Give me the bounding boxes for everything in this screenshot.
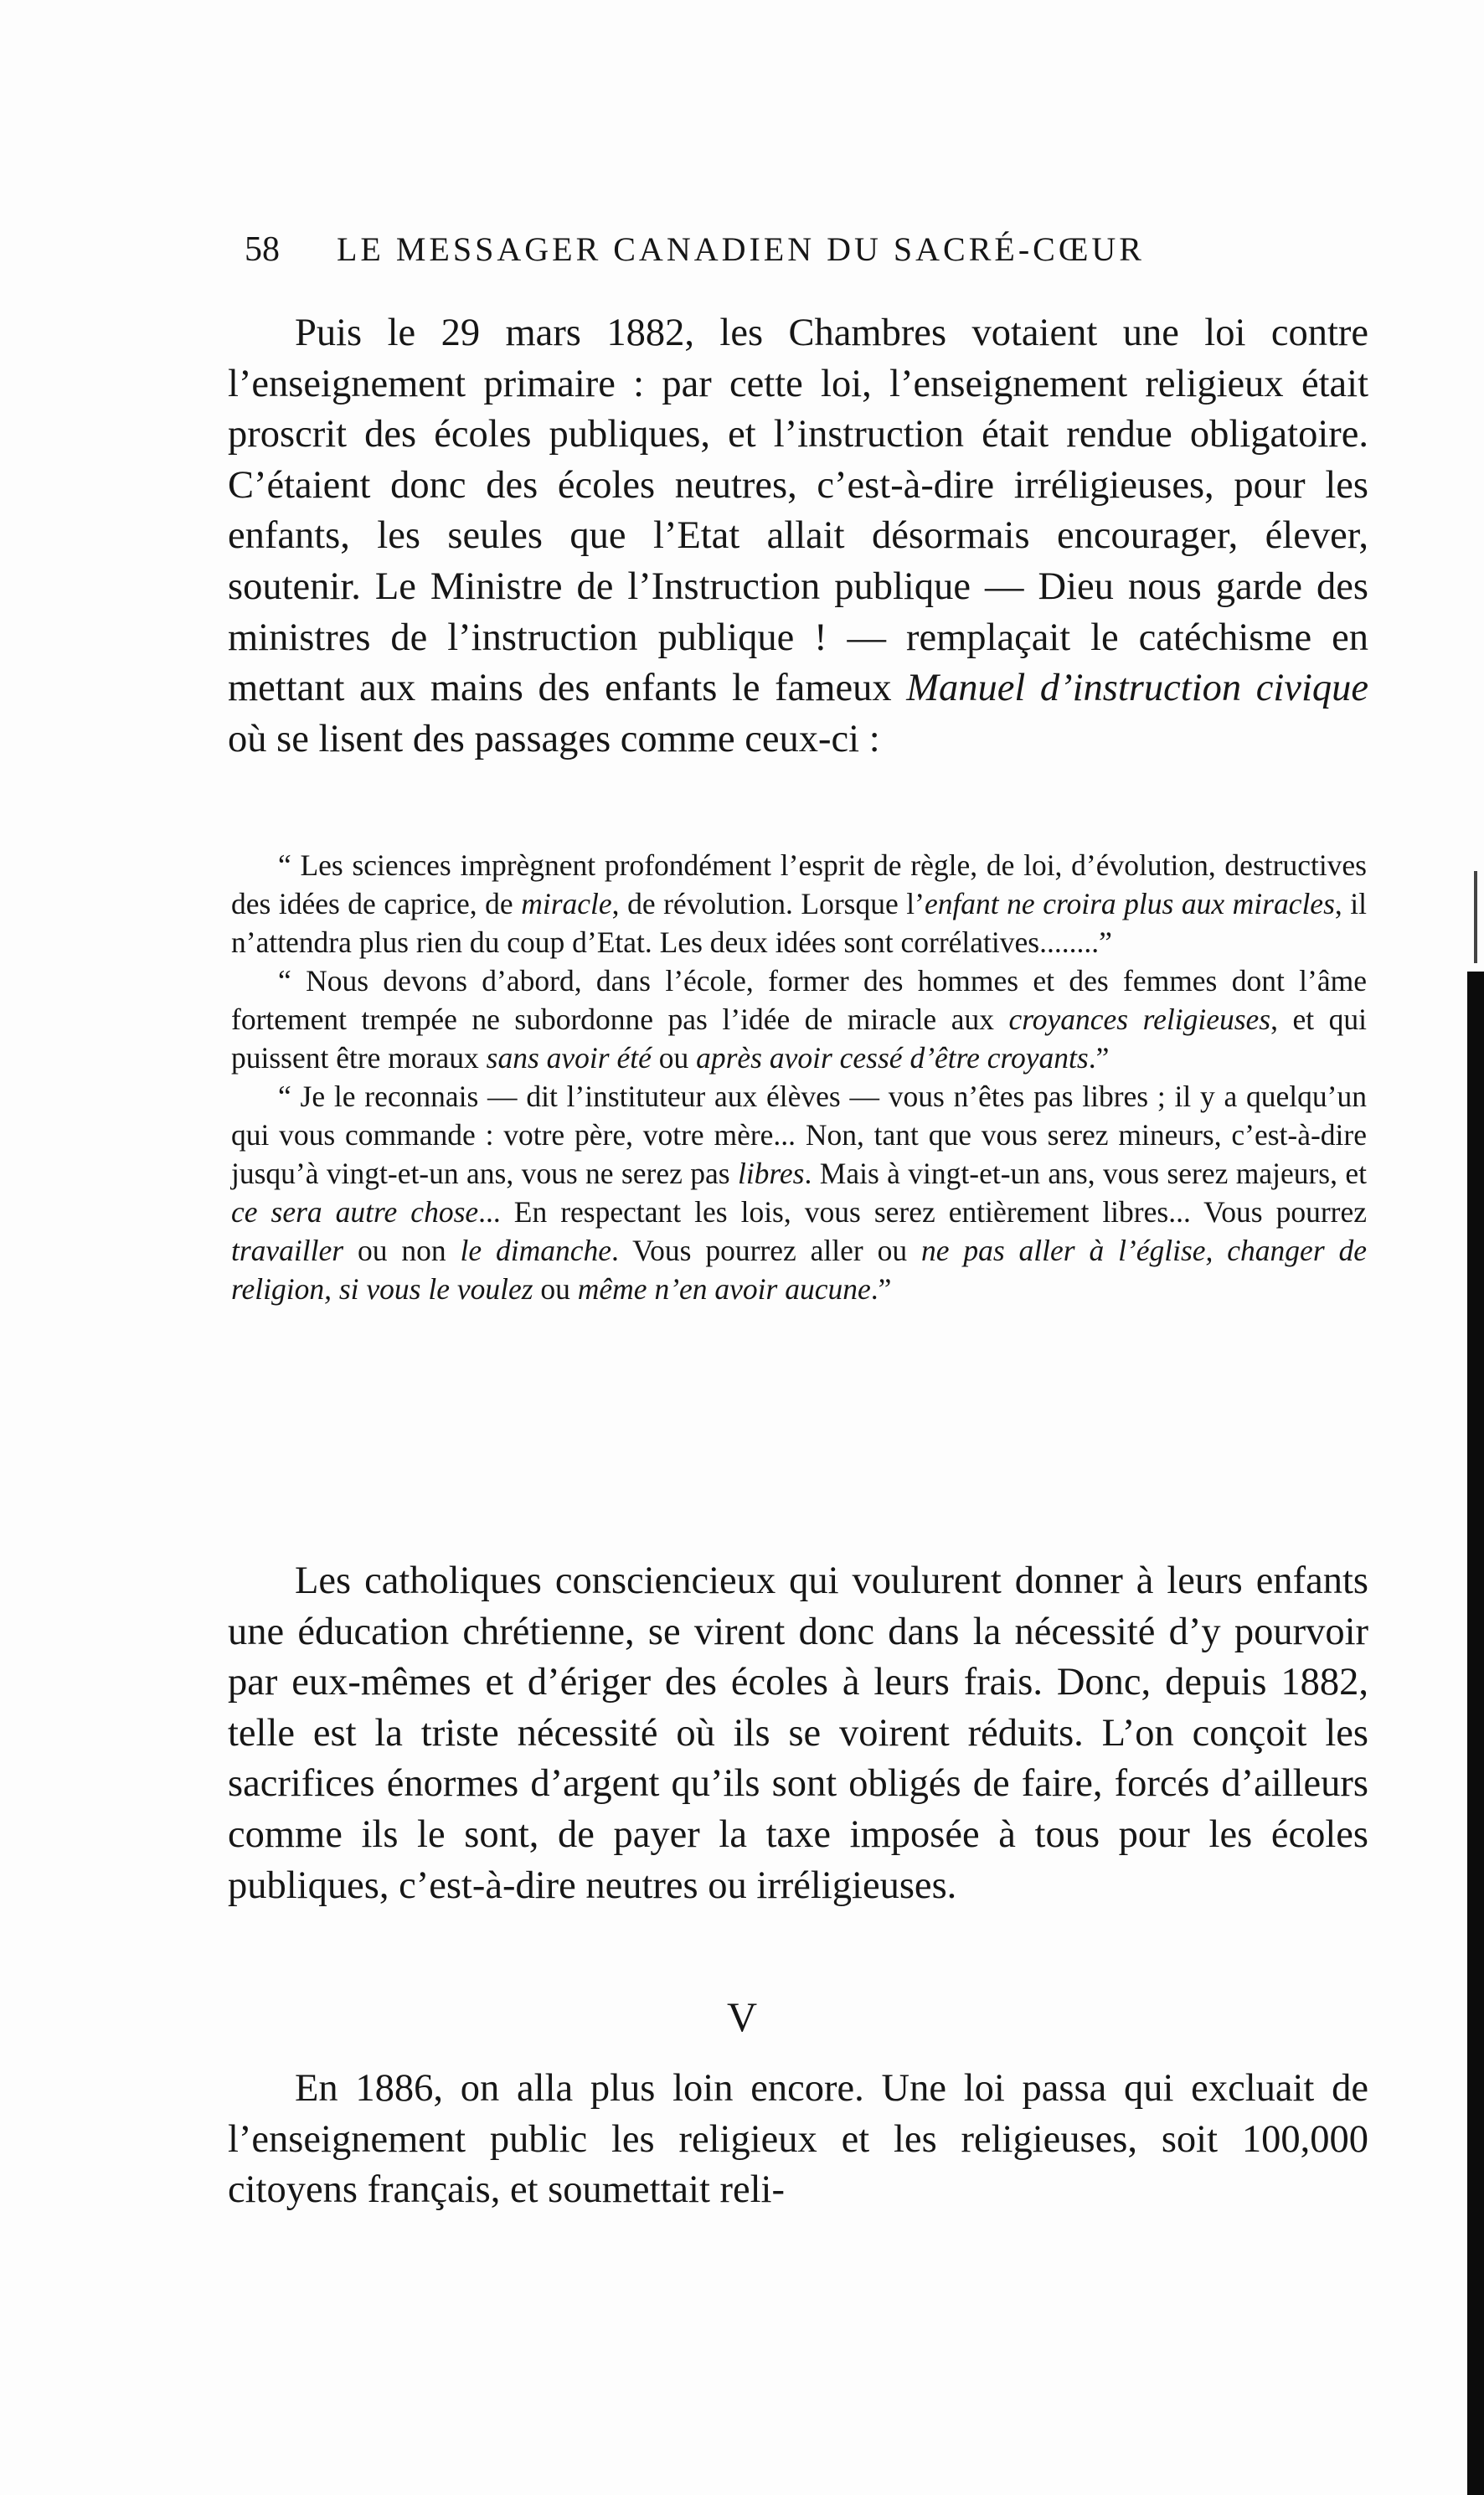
paragraph-2-block xyxy=(228,1556,1368,1911)
running-header xyxy=(245,224,1367,275)
scan-edge-mark xyxy=(1474,871,1477,963)
quotation-2: “ Nous devons d’abord, dans l’école, former des hommes et des femmes dont l’âme fortement trempée ne subordonne pas l’idée de miracle aux croyances religieuses, et qui puissent être moraux sans avoir été ou après avoir cessé d’être croyants.” xyxy=(231,964,1368,1075)
paragraph-1-end: où se lisent des passages comme ceux-ci : xyxy=(228,717,880,760)
paragraph-1 xyxy=(228,308,1368,765)
section-heading: V xyxy=(726,1993,758,2040)
paragraph-1-block xyxy=(228,308,1368,765)
quotations-block xyxy=(231,846,1367,1308)
quotation-3: “ Je le reconnais — dit l’instituteur aux élèves — vous n’êtes pas libres ; il y a quelqu’un qui vous commande : votre père, votre mère... Non, tant que vous serez mineurs, c’est-à-dire jusqu’à vingt-et-un ans, vous ne serez pas libres. Mais à vingt-et-un ans, vous serez majeurs, et ce sera autre chose... En respectant les lois, vous serez entièrement libres... Vous pourrez travailler ou non le dimanche. Vous pourrez aller ou ne pas aller à l’église, changer de religion, si vous le voulez ou même n’en avoir aucune.” xyxy=(231,1080,1368,1306)
paragraph-3: En 1886, on alla plus loin encore. Une loi passa qui excluait de l’enseignement public les religieux et les religieuses, soit 100,000 citoyens français, et soumettait reli- xyxy=(228,2067,1368,2212)
quotation-1: “ Les sciences imprègnent profondément l’esprit de règle, de loi, d’évolution, destructives des idées de caprice, de miracle, de révolution. Lorsque l’enfant ne croira plus aux miracles, il n’attendra plus rien du coup d’Etat. Les deux idées sont corrélatives........” xyxy=(231,848,1368,959)
manual-title-italic: Manuel d’instruction civique xyxy=(906,667,1369,710)
paragraph-1-text: Puis le 29 mars 1882, les Chambres votaient une loi contre l’enseignement primaire : par cette loi, l’enseignement religieux était proscrit des écoles publiques, et l’instruction était rendue obligatoire. C’étaient donc des écoles neutres, c’est-à-dire irréligieuses, pour les enfants, les seules que l’Etat allait désormais encourager, élever, soutenir. Le Ministre de l’Instruction publique — Dieu nous garde des ministres de l’instruction publique ! — remplaçait le catéchisme en mettant aux mains des enfants le fameux xyxy=(228,312,1368,710)
running-title: LE MESSAGER CANADIEN DU SACRÉ-CŒUR xyxy=(337,230,1145,268)
page-number: 58 xyxy=(245,230,280,269)
paragraph-3-block xyxy=(228,2064,1368,2216)
scan-binding-edge xyxy=(1467,972,1484,2495)
paragraph-2: Les catholiques consciencieux qui voulurent donner à leurs enfants une éducation chrétienne, se virent donc dans la nécessité d’y pourvoir par eux-mêmes et d’ériger des écoles à leurs frais. Donc, depuis 1882, telle est la triste nécessité où ils se voirent réduits. L’on conçoit les sacrifices énormes d’argent qu’ils sont obligés de faire, forcés d’ailleurs comme ils le sont, de payer la taxe imposée à tous pour les écoles publiques, c’est-à-dire neutres ou irréligieuses. xyxy=(228,1559,1368,1907)
